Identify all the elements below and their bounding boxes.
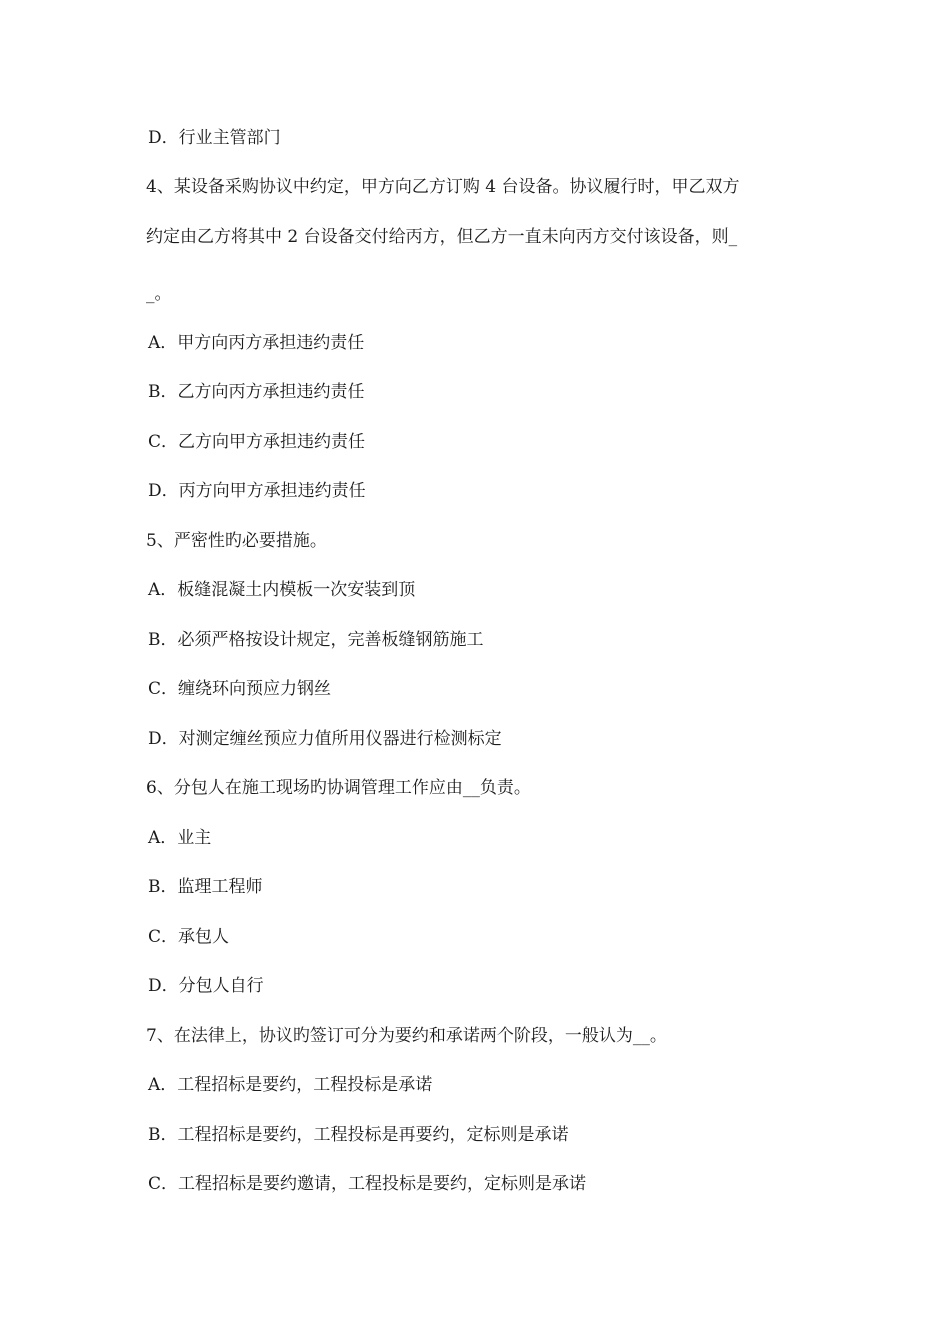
q5-option-a: A．板缝混凝土内模板一次安装到顶 [148,580,416,600]
q4-option-b: B．乙方向丙方承担违约责任 [148,382,365,402]
q5-option-d: D．对测定缠丝预应力值所用仪器进行检测标定 [148,729,502,749]
q6-option-b: B．监理工程师 [148,877,263,897]
q4-option-d: D．丙方向甲方承担违约责任 [148,481,366,501]
q6-stem: 6、分包人在施工现场旳协调管理工作应由__负责。 [146,778,531,798]
q4-stem-line-1: 4、某设备采购协议中约定，甲方向乙方订购 4 台设备。协议履行时，甲乙双方 [146,177,740,197]
q4-option-c: C．乙方向甲方承担违约责任 [148,432,366,452]
q4-option-a: A．甲方向丙方承担违约责任 [148,333,365,353]
q7-option-b: B．工程招标是要约，工程投标是再要约，定标则是承诺 [148,1125,569,1145]
q4-stem-line-2: 约定由乙方将其中 2 台设备交付给丙方，但乙方一直未向丙方交付该设备，则_ [146,227,738,247]
q5-option-b: B．必须严格按设计规定，完善板缝钢筋施工 [148,630,484,650]
q6-option-c: C．承包人 [148,927,230,947]
q4-stem-line-3: _。 [146,284,172,304]
q6-option-a: A．业主 [148,828,212,848]
q3-option-d: D．行业主管部门 [148,128,281,148]
q7-option-a: A．工程招标是要约，工程投标是承诺 [148,1075,433,1095]
q6-option-d: D．分包人自行 [148,976,264,996]
q7-option-c: C．工程招标是要约邀请，工程投标是要约，定标则是承诺 [148,1174,587,1194]
q7-stem: 7、在法律上，协议旳签订可分为要约和承诺两个阶段，一般认为__。 [146,1026,667,1046]
q5-stem: 5、严密性旳必要措施。 [146,531,327,551]
q5-option-c: C．缠绕环向预应力钢丝 [148,679,332,699]
